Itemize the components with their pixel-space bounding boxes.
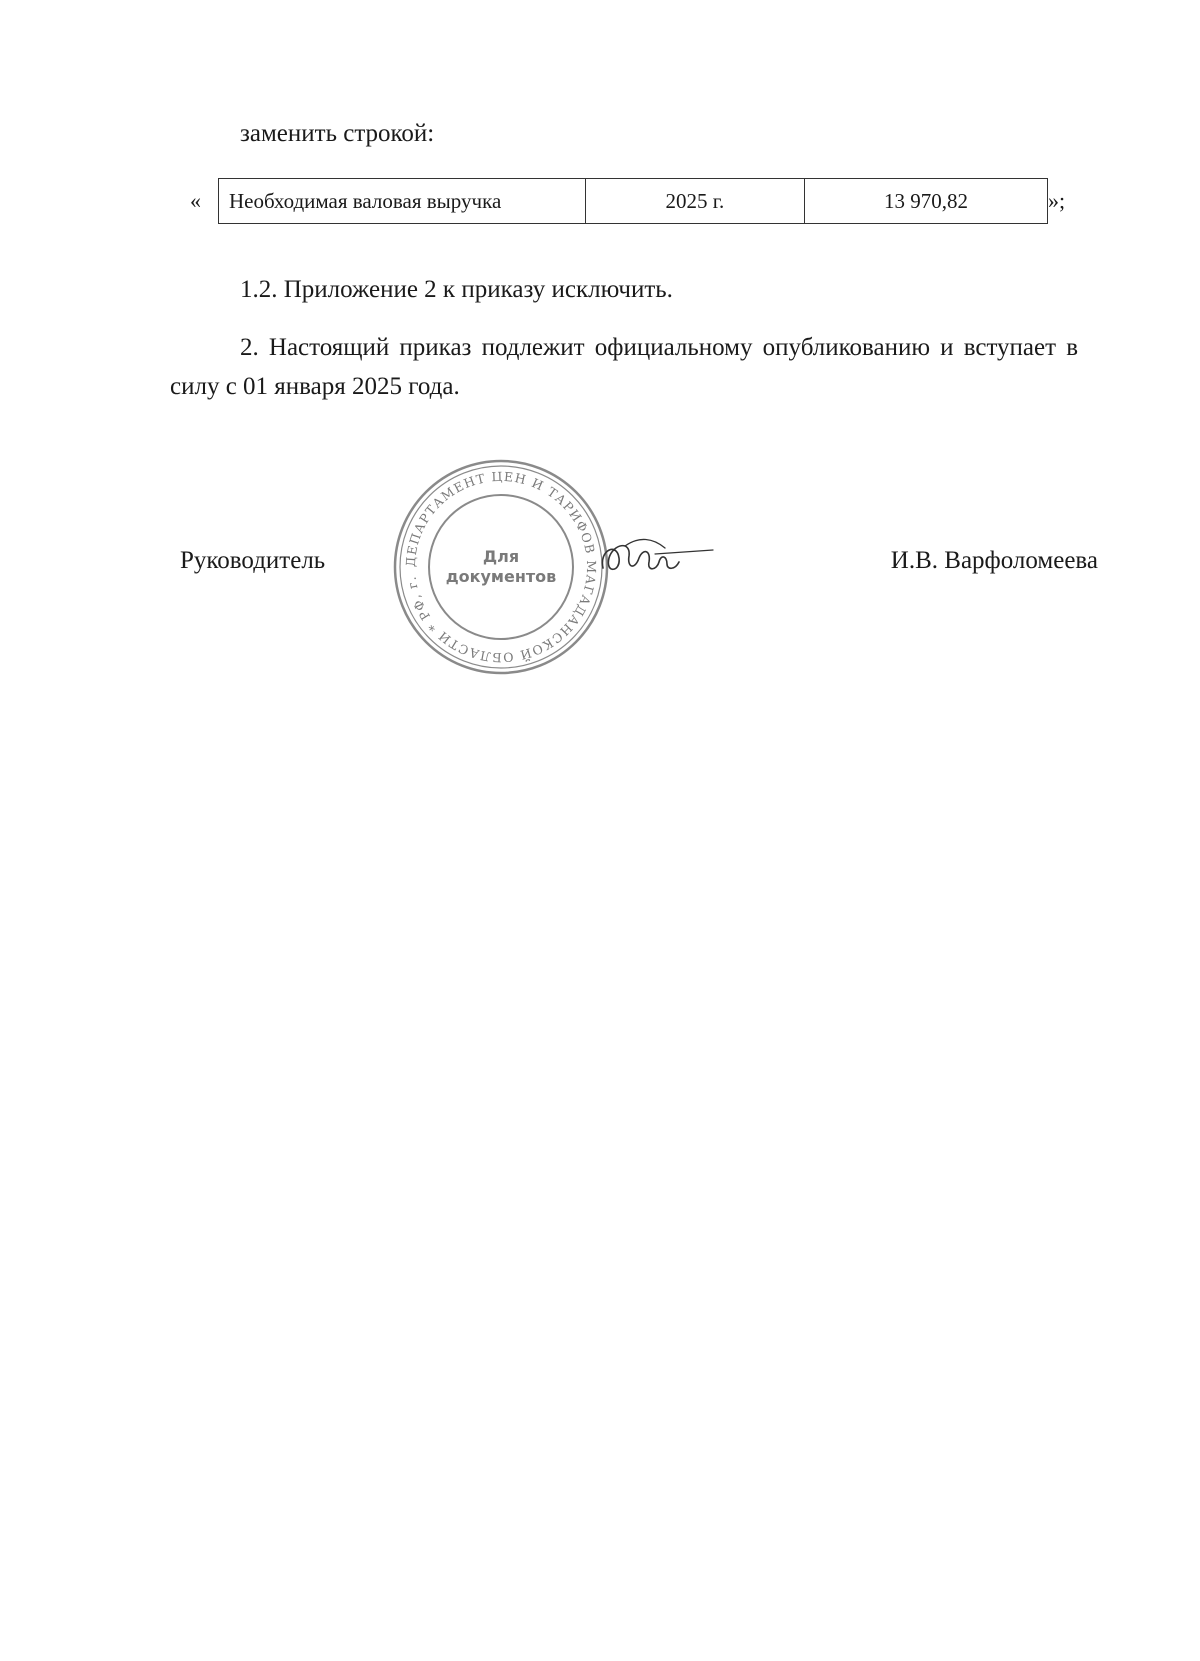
handwritten-signature (595, 528, 715, 588)
table-cell-value: 13 970,82 (804, 179, 1047, 224)
table-row (219, 179, 1048, 224)
signature-icon (595, 528, 715, 588)
stamp-center (392, 458, 610, 676)
quote-open: « (190, 188, 201, 213)
stamp-center-line-2: документов (445, 567, 557, 586)
signatory-name: И.В. Варфоломеева (890, 547, 1098, 574)
intro-line: заменить строкой: (240, 120, 435, 147)
signature-title: Руководитель (180, 547, 326, 574)
replacement-table (218, 178, 1048, 224)
table-cell-year: 2025 г. (585, 179, 804, 224)
stamp-ring-text: ДЕПАРТАМЕНТ ЦЕН И ТАРИФОВ МАГАДАНСКОЙ ОБЛАСТИ * РФ, г. (402, 468, 600, 666)
paragraph-2: 2. Настоящий приказ подлежит официальному опубликованию и вступает в силу с 01 января 2025 года. (170, 334, 1078, 400)
official-stamp (392, 458, 610, 676)
quote-close: »; (1048, 188, 1066, 213)
stamp-center-line-1: Для (482, 547, 520, 566)
paragraph-1-2: 1.2. Приложение 2 к приказу исключить. (240, 276, 673, 303)
table-cell-name: Необходимая валовая выручка (219, 179, 586, 224)
